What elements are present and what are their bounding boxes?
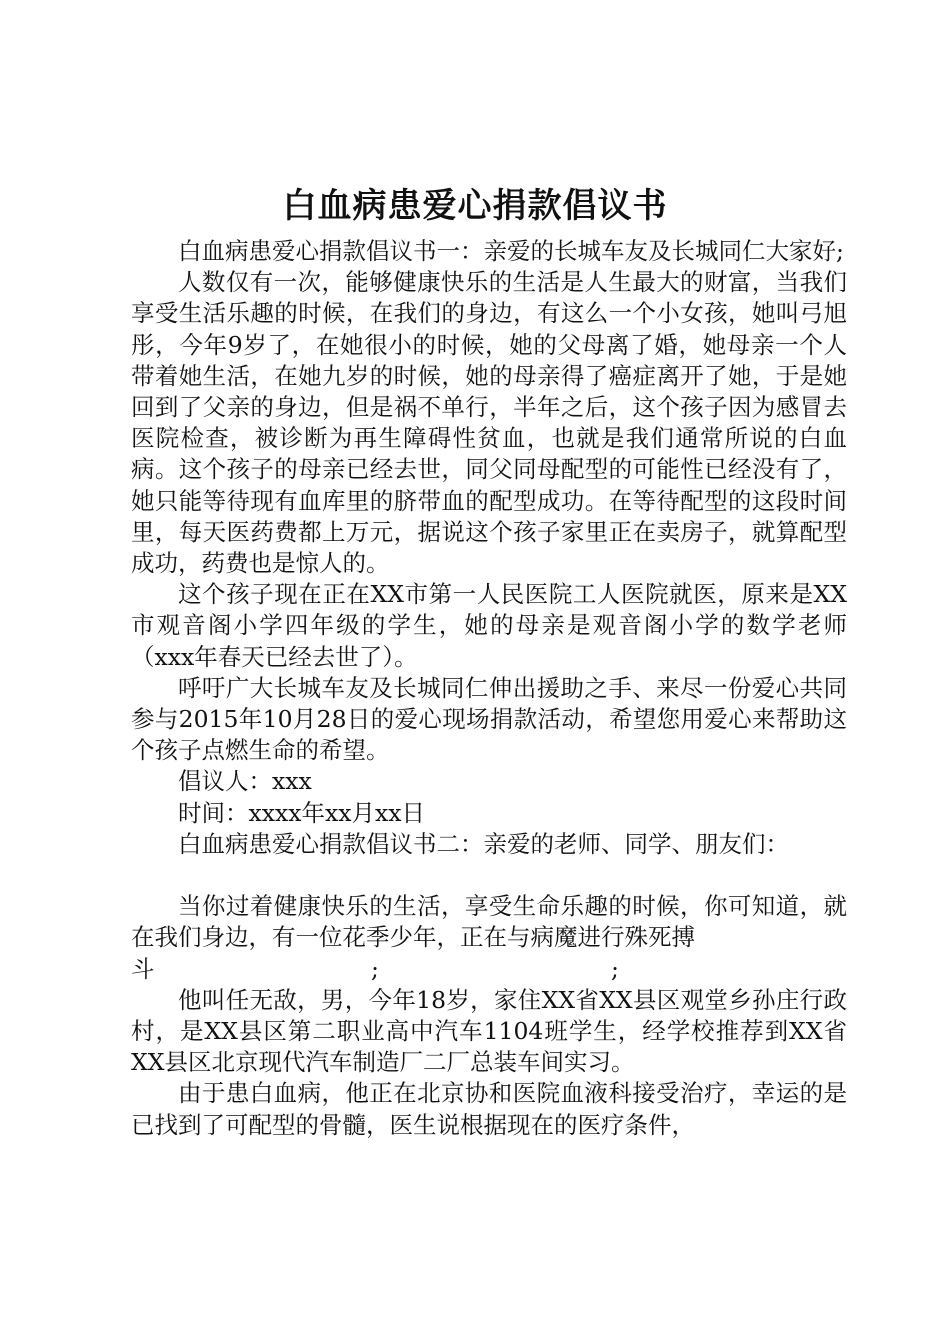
- paragraph-greeting-1: 白血病患爱心捐款倡议书一：亲爱的长城车友及长城同仁大家好;: [178, 237, 844, 265]
- paragraph-treatment: 由于患白血病，他正在北京协和医院血液科接受治疗，幸运的是已找到了可配型的骨髓，医生说根据现在的医疗条件，: [131, 1079, 847, 1139]
- paragraph-fragment-line: [131, 954, 847, 985]
- signature-date: 时间：xxxx年xx月xx日: [178, 798, 426, 827]
- paragraph-appeal: 呼吁广大长城车友及长城同仁伸出援助之手、来尽一份爱心共同参与2015年10月28日的爱心现场捐款活动，希望您用爱心来帮助这个孩子点燃生命的希望。: [131, 673, 847, 765]
- blank-line: [131, 860, 847, 891]
- document-body: [131, 236, 847, 1141]
- paragraph-greeting-2: 白血病患爱心捐款倡议书二：亲爱的老师、同学、朋友们：: [178, 829, 789, 858]
- paragraph-story-2: 当你过着健康快乐的生活，享受生命乐趣的时候，你可知道，就在我们身边，有一位花季少年，正在与病魔进行殊死搏: [131, 892, 847, 952]
- paragraph-student-info: 他叫任无敌，男，今年18岁，家住XX省XX县区观堂乡孙庄行政村，是XX县区第二职业高中汽车1104班学生，经学校推荐到XX省XX县区北京现代汽车制造厂二厂总装车间实习。: [131, 985, 847, 1077]
- fragment-semicolon-1: ;: [371, 954, 379, 983]
- paragraph-hospital: 这个孩子现在正在XX市第一人民医院工人医院就医，原来是XX市观音阁小学四年级的学生，她的母亲是观音阁小学的数学老师（xxx年春天已经去世了）。: [131, 580, 847, 671]
- paragraph-story-1: 人数仅有一次，能够健康快乐的生活是人生最大的财富，当我们享受生活乐趣的时候，在我们的身边，有这么一个小女孩，她叫弓旭彤，今年9岁了，在她很小的时候，她的父母离了婚，她母亲一个人带着她生活，在她九岁的时候，她的母亲得了癌症离开了她，于是她回到了父亲的身边，但是祸不单行，半年之后，这个孩子因为感冒去医院检查，被诊断为再生障碍性贫血，也就是我们通常所说的白血病。这个孩子的母亲已经去世，同父同母配型的可能性已经没有了，她只能等待现有血库里的脐带血的配型成功。在等待配型的这段时间里，每天医药费都上万元，据说这个孩子家里正在卖房子，就算配型成功，药费也是惊人的。: [131, 268, 847, 578]
- fragment-semicolon-2: ;: [611, 954, 619, 983]
- signature-initiator: 倡议人：xxx: [178, 767, 312, 796]
- fragment-char: 斗: [131, 954, 155, 983]
- document-title: 白血病患爱心捐款倡议书: [282, 186, 668, 226]
